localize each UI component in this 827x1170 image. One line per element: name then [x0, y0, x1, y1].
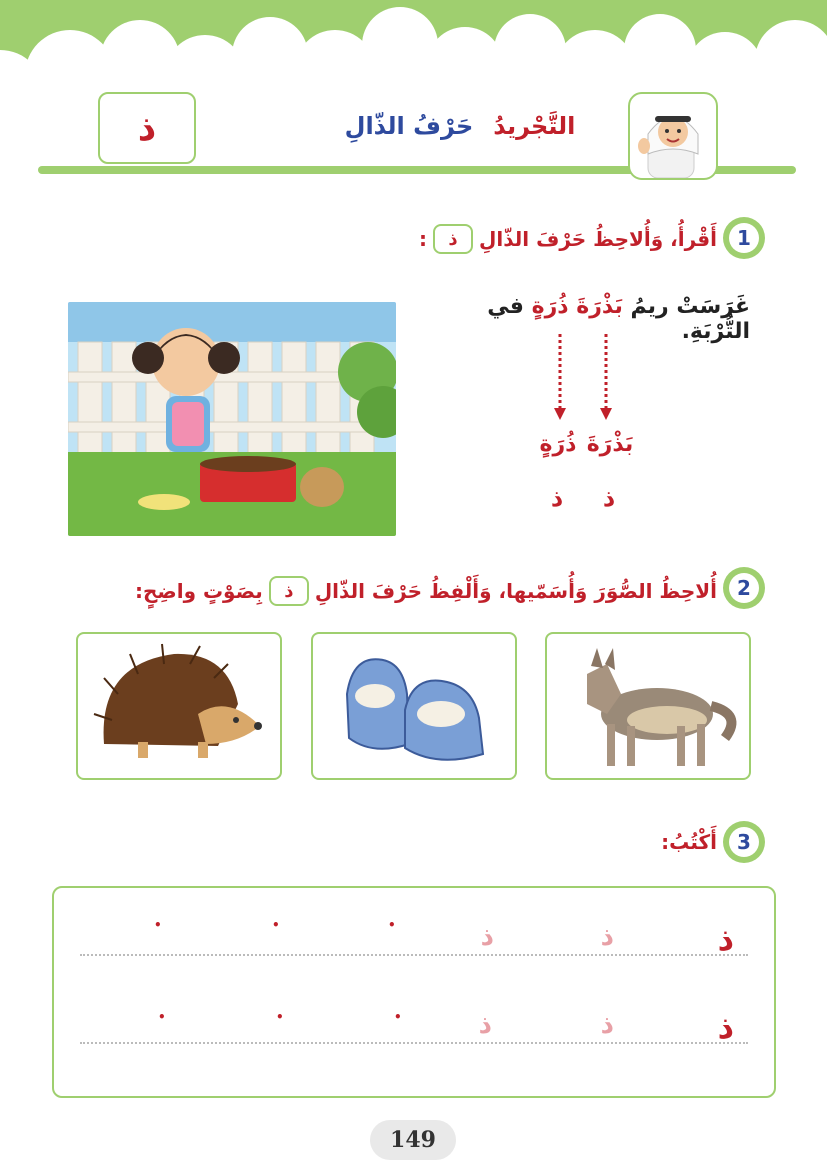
page-number: 149 — [370, 1120, 456, 1160]
header-letter: ذ — [137, 107, 157, 149]
section1-letter-chip: ذ — [433, 224, 473, 254]
row2-dot-3: • — [158, 1010, 166, 1024]
section1-trailing: : — [419, 227, 428, 251]
wolf-icon — [547, 634, 749, 778]
guide-line-2 — [80, 1042, 748, 1044]
section3-instruction — [661, 830, 717, 854]
split-word2-text: ذُرَةٍ — [539, 432, 577, 457]
picture-card-shoes — [311, 632, 517, 780]
page-title — [300, 112, 620, 140]
split-letter1: ذ — [602, 484, 616, 512]
row2-model-letter: ذ — [717, 1008, 734, 1046]
section3-badge — [722, 820, 766, 864]
guide-line-1 — [80, 954, 748, 956]
sentence-word1: بَذْرَةَ — [576, 294, 623, 319]
section3-number: 3 — [737, 830, 751, 854]
sentence-pre: غَرَسَتْ ريمُ — [630, 294, 750, 319]
hedgehog-icon — [78, 634, 280, 778]
section2-instruction — [135, 576, 717, 606]
split-letter2: ذ — [550, 484, 564, 512]
girl-planting-image — [68, 302, 396, 536]
row1-dot-3: • — [154, 918, 162, 932]
section1-badge — [722, 216, 766, 260]
section1-instruction-text: أَقْرأُ، وَأُلاحِظُ حَرْفَ الذّالِ — [479, 227, 717, 251]
row2-dot-1: • — [394, 1010, 402, 1024]
sentence-word2: ذُرَةٍ — [531, 294, 569, 319]
boy-character-icon — [630, 94, 716, 178]
sentence-post: في التُّرْبَةِ. — [487, 294, 750, 344]
row1-dot-1: • — [388, 918, 396, 932]
shoes-icon — [313, 634, 515, 778]
split-word2 — [528, 432, 588, 457]
row1-dot-2: • — [272, 918, 280, 932]
picture-card-wolf — [545, 632, 751, 780]
section2-badge — [722, 566, 766, 610]
row2-trace-2: ذ — [478, 1010, 492, 1040]
split-arrows — [540, 332, 620, 422]
section2-letter-chip: ذ — [269, 576, 309, 606]
row2-dot-2: • — [276, 1010, 284, 1024]
title-part2: حَرْفُ الذّالِ — [344, 112, 474, 140]
picture-card-hedgehog — [76, 632, 282, 780]
title-part1: التَّجْريدُ — [493, 112, 576, 140]
split-word1 — [580, 432, 640, 457]
section3-instruction-text: أَكْتُبُ: — [661, 830, 717, 854]
writing-practice-box[interactable] — [52, 886, 776, 1098]
section2-instruction-end: بِصَوْتٍ واضِحٍ: — [134, 579, 263, 603]
character-avatar-box — [628, 92, 718, 180]
row1-trace-1: ذ — [600, 922, 614, 952]
section2-number: 2 — [737, 576, 751, 600]
section1-number: 1 — [737, 226, 751, 250]
header-letter-box — [98, 92, 196, 164]
section1-instruction — [419, 224, 717, 254]
row2-trace-1: ذ — [600, 1010, 614, 1040]
split-word1-text: بَذْرَةَ — [586, 432, 634, 457]
row1-model-letter: ذ — [717, 920, 734, 958]
section2-instruction-text: أُلاحِظُ الصُّوَرَ وَأُسَمّيها، وَأَلْفِظُ حَرْفَ الذّالِ — [314, 579, 717, 603]
row1-trace-2: ذ — [480, 922, 494, 952]
